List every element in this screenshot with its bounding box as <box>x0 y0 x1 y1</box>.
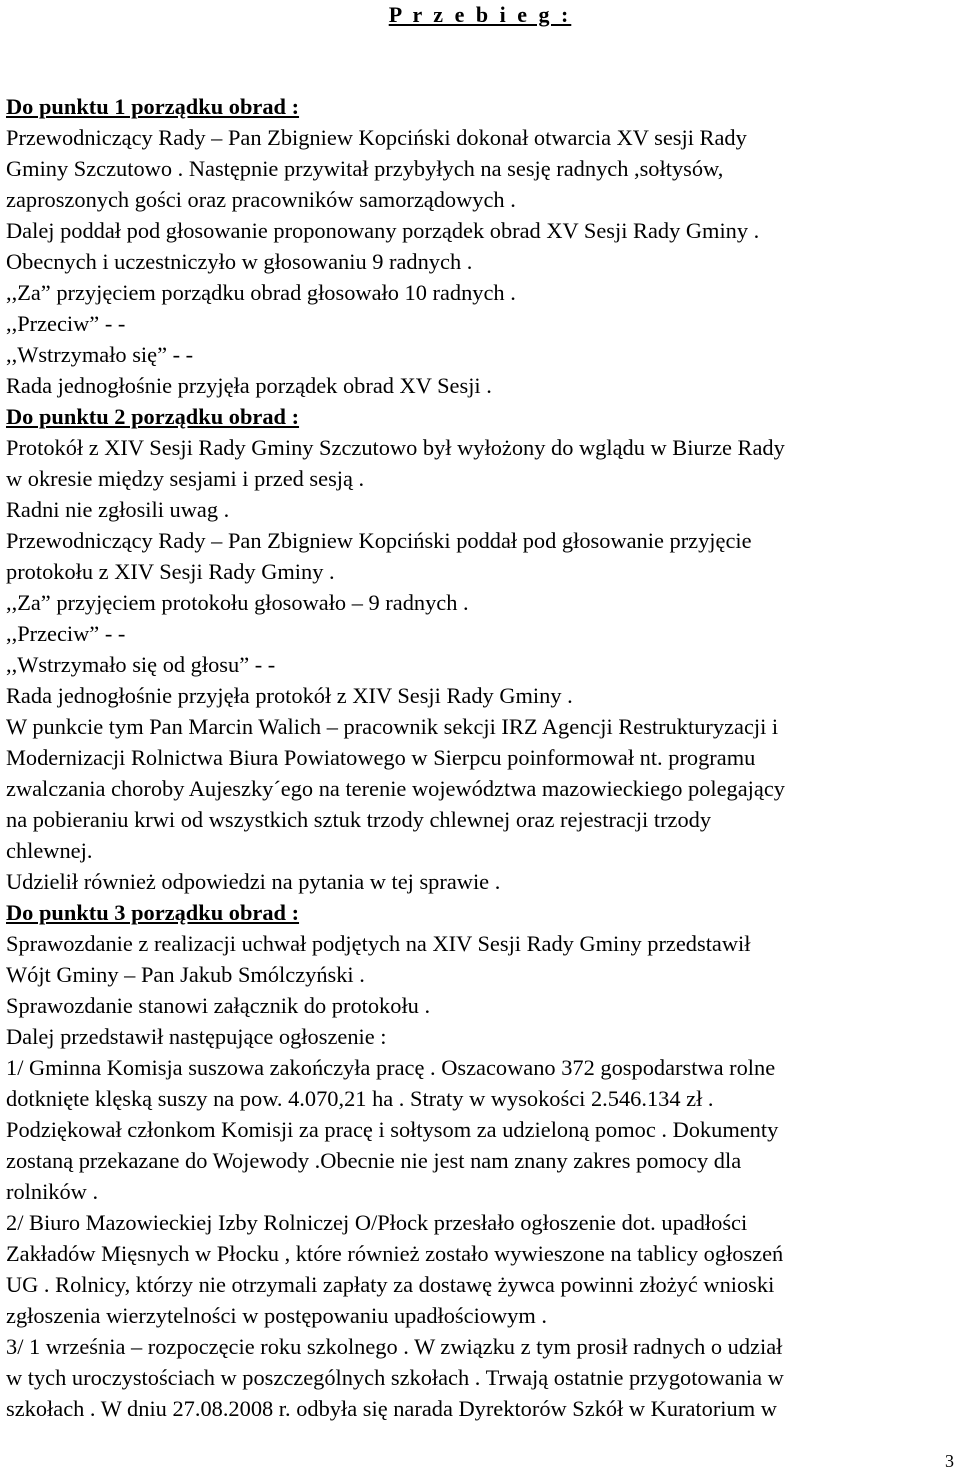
page-number: 3 <box>945 1451 954 1471</box>
body-text-line: Modernizacji Rolnictwa Biura Powiatowego w Sierpcu poinformował nt. programu <box>6 745 756 770</box>
body-text-line: Rada jednogłośnie przyjęła porządek obrad XV Sesji . <box>6 373 492 398</box>
body-text-line: w okresie między sesjami i przed sesją . <box>6 466 365 491</box>
body-text-line: chlewnej. <box>6 838 93 863</box>
document-body <box>6 91 956 1424</box>
body-text-line: 3/ 1 września – rozpoczęcie roku szkolnego . W związku z tym prosił radnych o udział <box>6 1334 783 1359</box>
body-text-line: ,,Wstrzymało się” - - <box>6 342 194 367</box>
body-text-line: Radni nie zgłosili uwag . <box>6 497 230 522</box>
body-text-line: ,,Za” przyjęciem protokołu głosowało – 9 radnych . <box>6 590 469 615</box>
body-text-line: UG . Rolnicy, którzy nie otrzymali zapłaty za dostawę żywca powinni złożyć wnioski <box>6 1272 775 1297</box>
body-text-line: ,,Za” przyjęciem porządku obrad głosowało 10 radnych . <box>6 280 516 305</box>
body-text-line: Dalej poddał pod głosowanie proponowany porządek obrad XV Sesji Rady Gminy . <box>6 218 760 243</box>
body-text-line: w tych uroczystościach w poszczególnych szkołach . Trwają ostatnie przygotowania w <box>6 1365 784 1390</box>
body-text-line: 2/ Biuro Mazowieckiej Izby Rolniczej O/Płock przesłało ogłoszenie dot. upadłości <box>6 1210 748 1235</box>
body-text-line: Udzielił również odpowiedzi na pytania w tej sprawie . <box>6 869 501 894</box>
body-text-line: zaproszonych gości oraz pracowników samorządowych . <box>6 187 516 212</box>
body-text-line: ,,Przeciw” - - <box>6 621 126 646</box>
body-text-line: protokołu z XIV Sesji Rady Gminy . <box>6 559 335 584</box>
body-text-line: Podziękował członkom Komisji za pracę i sołtysom za udzieloną pomoc . Dokumenty <box>6 1117 779 1142</box>
body-text-line: 1/ Gminna Komisja suszowa zakończyła pracę . Oszacowano 372 gospodarstwa rolne <box>6 1055 776 1080</box>
body-text-line: dotknięte klęską suszy na pow. 4.070,21 ha . Straty w wysokości 2.546.134 zł . <box>6 1086 714 1111</box>
body-text-line: Gminy Szczutowo . Następnie przywitał przybyłych na sesję radnych ,sołtysów, <box>6 156 724 181</box>
body-text-line: Rada jednogłośnie przyjęła protokół z XIV Sesji Rady Gminy . <box>6 683 573 708</box>
body-text-line: Protokół z XIV Sesji Rady Gminy Szczutowo był wyłożony do wglądu w Biurze Rady <box>6 435 785 460</box>
body-text-line: ,,Przeciw” - - <box>6 311 126 336</box>
body-text-line: szkołach . W dniu 27.08.2008 r. odbyła się narada Dyrektorów Szkół w Kuratorium w <box>6 1396 777 1421</box>
body-text-line: W punkcie tym Pan Marcin Walich – pracownik sekcji IRZ Agencji Restrukturyzacji i <box>6 714 779 739</box>
body-text-line: Sprawozdanie stanowi załącznik do protokołu . <box>6 993 431 1018</box>
body-text-line: Dalej przedstawił następujące ogłoszenie : <box>6 1024 387 1049</box>
section-heading: Do punktu 3 porządku obrad : <box>6 900 300 925</box>
document-title: P r z e b i e g : <box>388 2 572 27</box>
body-text-line: Przewodniczący Rady – Pan Zbigniew Kopciński dokonał otwarcia XV sesji Rady <box>6 125 747 150</box>
body-text-line: Obecnych i uczestniczyło w głosowaniu 9 radnych . <box>6 249 473 274</box>
section-heading: Do punktu 2 porządku obrad : <box>6 404 300 429</box>
body-text-line: rolników . <box>6 1179 99 1204</box>
body-text-line: na pobieraniu krwi od wszystkich sztuk trzody chlewnej oraz rejestracji trzody <box>6 807 712 832</box>
body-text-line: zostaną przekazane do Wojewody .Obecnie nie jest nam znany zakres pomocy dla <box>6 1148 742 1173</box>
body-text-line: Sprawozdanie z realizacji uchwał podjętych na XIV Sesji Rady Gminy przedstawił <box>6 931 751 956</box>
body-text-line: zwalczania choroby Aujeszky´ego na terenie województwa mazowieckiego polegający <box>6 776 785 801</box>
section-heading: Do punktu 1 porządku obrad : <box>6 94 300 119</box>
body-text-line: zgłoszenia wierzytelności w postępowaniu upadłościowym . <box>6 1303 547 1328</box>
body-text-line: ,,Wstrzymało się od głosu” - - <box>6 652 276 677</box>
body-text-line: Zakładów Mięsnych w Płocku , które również zostało wywieszone na tablicy ogłoszeń <box>6 1241 784 1266</box>
body-text-line: Przewodniczący Rady – Pan Zbigniew Kopciński poddał pod głosowanie przyjęcie <box>6 528 752 553</box>
body-text-line: Wójt Gminy – Pan Jakub Smólczyński . <box>6 962 365 987</box>
